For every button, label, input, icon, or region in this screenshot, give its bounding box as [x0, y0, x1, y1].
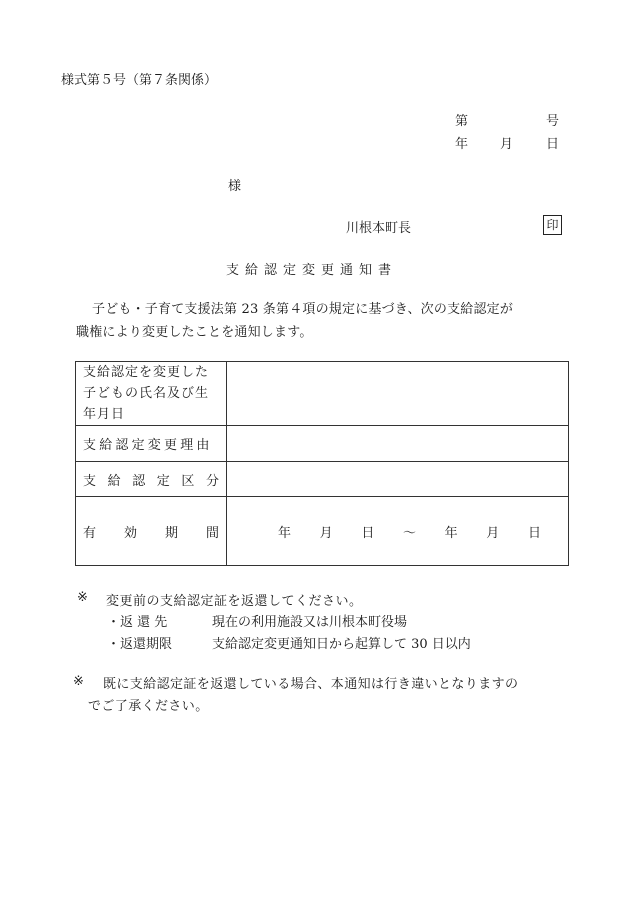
start-year: 年 [278, 525, 292, 541]
note-2-line-2: でご了承ください。 [88, 699, 209, 714]
note-2-mark: ※ [73, 674, 84, 689]
note-1-mark: ※ [77, 590, 88, 605]
change-reason-label-text: 支給認定変更理由 [83, 438, 213, 453]
category-label-char: 区 [181, 473, 195, 489]
issue-date-month: 月 [500, 137, 514, 152]
end-month: 月 [486, 525, 500, 541]
certification-category-value [227, 462, 569, 497]
start-month: 月 [319, 525, 333, 541]
table-row [76, 462, 569, 497]
category-label-char: 定 [156, 473, 170, 489]
note-1-text: 変更前の支給認定証を返還してください。 [106, 594, 363, 609]
end-year: 年 [444, 525, 458, 541]
valid-period-value [227, 497, 569, 566]
period-label-char: 期 [164, 525, 178, 541]
category-label-char: 認 [132, 473, 146, 489]
child-info-value [227, 362, 569, 426]
child-info-label-line-3: 年月日 [83, 407, 126, 422]
category-label-char: 支 [83, 473, 97, 489]
seal-stamp-box: 印 [543, 215, 562, 235]
start-day: 日 [361, 525, 375, 541]
note-2-text [88, 674, 578, 718]
body-paragraph [76, 298, 576, 344]
return-deadline-value: 支給認定変更通知日から起算して 30 日以内 [212, 637, 471, 652]
note-2-line-1: 既に支給認定証を返還している場合、本通知は行き違いとなりますの [103, 677, 519, 692]
return-destination-value: 現在の利用施設又は川根本町役場 [212, 615, 408, 630]
table-row [76, 362, 569, 426]
return-destination-label: ・返 還 先 [107, 615, 168, 630]
period-label-char: 有 [83, 525, 97, 541]
child-info-label-line-2: 子どもの氏名及び生 [83, 386, 210, 401]
end-day: 日 [527, 525, 541, 541]
certification-info-table [75, 361, 569, 566]
child-info-label [76, 362, 227, 426]
body-line-1: 子ども・子育て支援法第 23 条第４項の規定に基づき、次の支給認定が [92, 302, 514, 317]
valid-period-label [76, 497, 227, 566]
recipient-honorific: 様 [228, 179, 242, 194]
sender-name: 川根本町長 [346, 221, 412, 236]
document-number-suffix: 号 [546, 114, 560, 129]
issue-date-year: 年 [455, 137, 469, 152]
child-info-label-line-1: 支給認定を変更した [83, 365, 210, 380]
return-deadline-label: ・返還期限 [107, 637, 173, 652]
document-number-prefix: 第 [455, 114, 469, 129]
period-label-char: 効 [123, 525, 137, 541]
body-line-2: 職権により変更したことを通知します。 [76, 325, 313, 340]
range-tilde: ～ [402, 525, 416, 541]
issue-date-day: 日 [546, 137, 560, 152]
table-row [76, 497, 569, 566]
certification-category-label [76, 462, 227, 497]
document-title: 支給認定変更通知書 [226, 263, 398, 278]
table-row [76, 426, 569, 462]
category-label-char: 分 [205, 473, 219, 489]
form-number: 様式第５号（第７条関係） [61, 73, 218, 88]
change-reason-label [76, 426, 227, 462]
change-reason-value [227, 426, 569, 462]
category-label-char: 給 [107, 473, 121, 489]
period-label-char: 間 [205, 525, 219, 541]
